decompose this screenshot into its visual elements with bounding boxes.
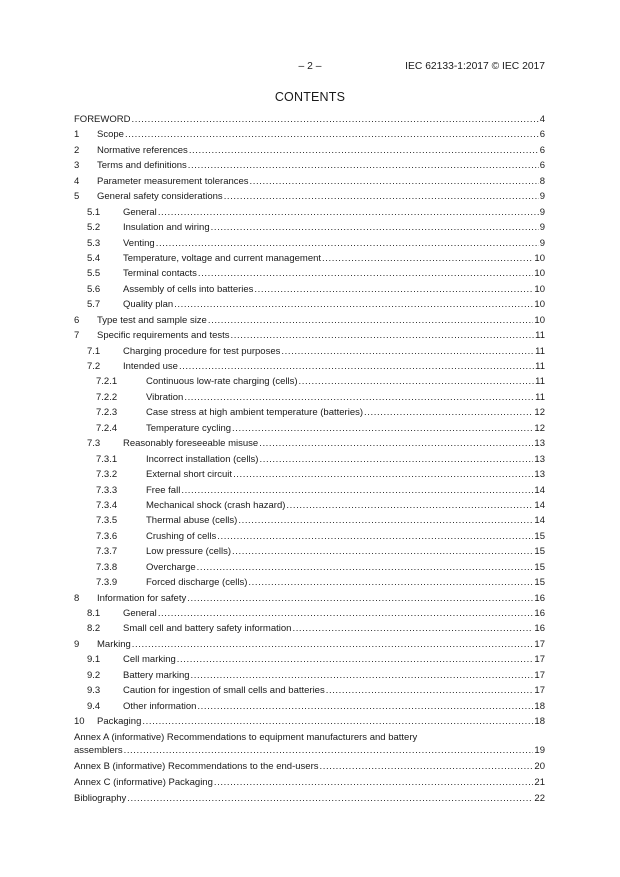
toc-entry-number: 7.3.5 [96, 515, 118, 527]
toc-entry-number: 7.3.4 [96, 499, 118, 511]
toc-entry-page: 13 [534, 438, 545, 450]
dot-leader [211, 220, 539, 235]
dot-leader [131, 112, 538, 127]
toc-entry-page: 18 [534, 700, 545, 712]
toc-entry-title: Incorrect installation (cells) [146, 453, 259, 465]
annex-entry-title: assemblers [74, 745, 123, 756]
toc-entry-title: Caution for ingestion of small cells and batteries [123, 685, 325, 697]
toc-entry-title: Type test and sample size [97, 314, 207, 326]
toc-entry-title: Charging procedure for test purposes [123, 345, 281, 357]
dot-leader [238, 513, 533, 528]
toc-entry-page: 11 [535, 376, 545, 388]
toc-entry-title: Terminal contacts [123, 268, 197, 280]
toc-entry-number: 2 [74, 144, 80, 156]
toc-entry-title: Small cell and battery safety information [123, 623, 292, 635]
toc-entry-title: Battery marking [123, 669, 190, 681]
toc-entry-page: 17 [534, 669, 545, 681]
toc-entry-number: 7.3.3 [96, 484, 118, 496]
dot-leader [188, 158, 539, 173]
toc-entry[interactable] [74, 513, 545, 528]
toc-entry-page: 16 [534, 623, 545, 635]
toc-entry[interactable] [74, 297, 545, 312]
toc-entry-number: 3 [74, 160, 80, 172]
annex-entry-title: Annex C (informative) Packaging [74, 777, 213, 788]
toc-entry[interactable] [74, 699, 545, 714]
toc-entry[interactable] [74, 328, 545, 343]
toc-entry-page: 6 [539, 160, 545, 172]
toc-entry[interactable] [74, 637, 545, 652]
toc-entry[interactable] [74, 158, 545, 173]
toc-entry-number: 9.1 [87, 654, 101, 666]
toc-entry-number: 7.2.4 [96, 422, 118, 434]
dot-leader [142, 714, 533, 729]
toc-entry-number: 1 [74, 129, 80, 141]
toc-entry-title: Temperature cycling [146, 422, 232, 434]
toc-entry[interactable] [74, 606, 545, 621]
toc-entry-title: Assembly of cells into batteries [123, 283, 254, 295]
toc-entry[interactable] [74, 668, 545, 683]
toc-entry-page: 13 [534, 453, 545, 465]
toc-entry-title: Crushing of cells [146, 530, 217, 542]
toc-entry-number: 5.2 [87, 222, 101, 234]
toc-entry-number: 7.2 [87, 361, 101, 372]
toc-entry-title: Temperature, voltage and current management [123, 252, 322, 264]
toc-entry-page: 10 [534, 252, 545, 264]
toc-entry-title: Specific requirements and tests [97, 330, 230, 342]
annex-entry-title: Bibliography [74, 793, 127, 804]
dot-leader [232, 544, 533, 559]
dot-leader [259, 436, 533, 451]
toc-entry[interactable] [74, 143, 545, 158]
dot-leader [197, 560, 534, 575]
toc-entry-page: 6 [539, 144, 545, 156]
toc-entry-number: 7.2.3 [96, 407, 118, 419]
toc-entry-title: Vibration [146, 391, 184, 403]
toc-entry[interactable] [74, 220, 545, 235]
annex-entry-title: Annex B (informative) Recommendations to the end-users [74, 761, 319, 772]
dot-leader [198, 266, 534, 281]
toc-entry-page: 4 [539, 114, 545, 125]
dot-leader [217, 529, 533, 544]
toc-entry-title: External short circuit [146, 469, 233, 481]
dot-leader [326, 683, 534, 698]
toc-entry-number: 7.3.2 [96, 469, 118, 481]
dot-leader [250, 174, 539, 189]
toc-entry-title: Information for safety [97, 592, 187, 604]
toc-entry-number: 5.4 [87, 252, 101, 264]
toc-entry-page: 9 [539, 237, 545, 249]
toc-entry-number: 9.3 [87, 685, 101, 697]
dot-leader [319, 760, 533, 773]
toc-entry-page: 15 [534, 561, 545, 573]
toc-entry-page: 10 [534, 268, 545, 280]
toc-entry-title: Case stress at high ambient temperature (batteries) [146, 407, 364, 419]
toc-entry[interactable] [74, 483, 545, 498]
toc-entry-page: 10 [534, 299, 545, 311]
toc-entry-number: 5.6 [87, 283, 101, 295]
annex-entry-page: 19 [534, 745, 545, 756]
toc-entry-title: Insulation and wiring [123, 222, 210, 234]
toc-entry-page: 15 [534, 546, 545, 558]
annex-entry[interactable] [74, 744, 545, 757]
toc-entry-page: 16 [534, 608, 545, 619]
toc-entry-title: Scope [97, 129, 124, 141]
toc-entry[interactable] [74, 683, 545, 698]
toc-entry-number: 6 [74, 314, 80, 326]
toc-entry-number: 9.4 [87, 700, 101, 712]
dot-leader [231, 328, 535, 343]
toc-entry-number: 7.3.7 [96, 546, 118, 558]
dot-leader [174, 297, 533, 312]
toc-entry-title: General [123, 206, 157, 218]
dot-leader [281, 344, 534, 359]
toc-entry[interactable] [74, 621, 545, 636]
annex-list [74, 732, 545, 806]
toc-entry[interactable] [74, 652, 545, 667]
toc-entry[interactable] [74, 205, 545, 220]
toc-entry[interactable] [74, 174, 545, 189]
toc-entry[interactable] [74, 467, 545, 482]
page-number: – 2 – [298, 61, 322, 72]
toc-entry[interactable] [74, 374, 545, 389]
dot-leader [125, 127, 539, 142]
standard-reference: IEC 62133-1:2017 © IEC 2017 [405, 61, 545, 72]
toc-entry-number: 7.3 [87, 438, 101, 450]
toc-entry-page: 11 [535, 345, 545, 357]
dot-leader [191, 668, 534, 683]
annex-entry-title-line[interactable]: Annex A (informative) Recommendations to equipment manufacturers and battery [74, 731, 418, 743]
dot-leader [156, 236, 539, 251]
annex-entry-page: 21 [534, 777, 545, 788]
toc-entry[interactable] [74, 452, 545, 467]
dot-leader [179, 359, 534, 374]
toc-entry[interactable] [74, 282, 545, 297]
toc-entry-number: 7.3.9 [96, 577, 118, 589]
toc-entry-page: 11 [535, 361, 545, 372]
toc-entry[interactable] [74, 591, 545, 606]
toc-entry-number: 10 [74, 716, 85, 728]
dot-leader [127, 792, 533, 805]
toc-entry-page: 11 [535, 330, 545, 342]
toc-entry-number: 9 [74, 638, 80, 650]
toc-entry-number: 8.2 [87, 623, 101, 635]
dot-leader [124, 744, 534, 757]
toc-entry-title: Terms and definitions [97, 160, 187, 172]
toc-entry-title: Quality plan [123, 299, 174, 311]
toc-entry-page: 15 [534, 577, 545, 589]
toc-entry-page: 10 [534, 283, 545, 295]
dot-leader [292, 621, 533, 636]
toc-entry-page: 9 [539, 222, 545, 234]
toc-entry-page: 6 [539, 129, 545, 141]
dot-leader [197, 699, 533, 714]
toc-entry-page: 13 [534, 469, 545, 481]
contents-heading: CONTENTS [274, 90, 346, 104]
toc-entry-page: 17 [534, 638, 545, 650]
toc-entry-title: Low pressure (cells) [146, 546, 231, 558]
toc-entry-number: 7.3.6 [96, 530, 118, 542]
toc-entry-page: 15 [534, 530, 545, 542]
toc-entry-title: Mechanical shock (crash hazard) [146, 499, 286, 511]
toc-entry[interactable] [74, 127, 545, 142]
dot-leader [224, 189, 539, 204]
dot-leader [299, 374, 535, 389]
toc-entry-number: 8 [74, 592, 80, 604]
toc-entry-title: Reasonably foreseeable misuse [123, 438, 259, 450]
toc-entry-page: 11 [535, 391, 545, 403]
toc-entry-number: 5.5 [87, 268, 101, 280]
dot-leader [181, 483, 533, 498]
toc-entry[interactable] [74, 421, 545, 436]
toc-entry-page: 10 [534, 314, 545, 326]
toc-entry[interactable] [74, 498, 545, 513]
toc-entry[interactable] [74, 266, 545, 281]
annex-entry[interactable] [74, 760, 545, 773]
toc-entry-page: 14 [534, 499, 545, 511]
toc-entry[interactable] [74, 405, 545, 420]
toc-entry-title: Venting [123, 237, 155, 249]
dot-leader [158, 606, 534, 621]
toc-entry-number: 5.7 [87, 299, 101, 311]
toc-entry-title: General safety considerations [97, 191, 223, 203]
toc-entry-number: 5.1 [87, 206, 101, 218]
dot-leader [259, 452, 533, 467]
toc-entry-page: 17 [534, 654, 545, 666]
toc-entry-title: Normative references [97, 144, 188, 156]
toc-entry-number: 5.3 [87, 237, 101, 249]
toc-entry[interactable] [74, 544, 545, 559]
toc-entry[interactable] [74, 560, 545, 575]
toc-entry[interactable] [74, 313, 545, 328]
toc-entry-page: 12 [534, 407, 545, 419]
toc-entry[interactable] [74, 436, 545, 451]
toc-entry-number: 7.3.8 [96, 561, 118, 573]
dot-leader [132, 637, 534, 652]
toc-entry-title: Marking [97, 638, 131, 650]
toc-entry-number: 4 [74, 175, 80, 187]
toc-entry-number: 5 [74, 191, 80, 203]
toc-entry-page: 18 [534, 716, 545, 728]
dot-leader [248, 575, 533, 590]
dot-leader [322, 251, 533, 266]
dot-leader [214, 776, 534, 789]
dot-leader [187, 591, 533, 606]
toc-entry-number: 8.1 [87, 608, 101, 619]
toc-entry-page: 14 [534, 484, 545, 496]
toc-entry[interactable] [74, 714, 545, 729]
dot-leader [286, 498, 533, 513]
toc-entry-title: Parameter measurement tolerances [97, 175, 249, 187]
toc-entry[interactable] [74, 359, 545, 374]
dot-leader [189, 143, 539, 158]
dot-leader [184, 390, 534, 405]
dot-leader [254, 282, 533, 297]
annex-entry[interactable] [74, 792, 545, 805]
dot-leader [177, 652, 534, 667]
toc-entry-title: Other information [123, 700, 197, 712]
toc-entry-page: 17 [534, 685, 545, 697]
toc-entry-number: 7 [74, 330, 80, 342]
toc-entry-number: 7.3.1 [96, 453, 118, 465]
annex-entry-page: 20 [534, 761, 545, 772]
annex-entry-page: 22 [534, 793, 545, 804]
toc-entry[interactable] [74, 236, 545, 251]
toc-entry-page: 9 [539, 206, 545, 218]
toc-entry-number: 9.2 [87, 669, 101, 681]
toc-entry-number: 7.2.1 [96, 376, 118, 388]
dot-leader [158, 205, 539, 220]
annex-entry[interactable] [74, 776, 545, 789]
toc-entry-title: Thermal abuse (cells) [146, 515, 238, 527]
toc-entry-title: Continuous low-rate charging (cells) [146, 376, 298, 388]
toc-entry[interactable] [74, 529, 545, 544]
toc-entry-title: FOREWORD [74, 114, 131, 125]
toc-entry-title: Overcharge [146, 561, 196, 573]
toc-entry-title: General [123, 608, 157, 619]
toc-entry-page: 14 [534, 515, 545, 527]
dot-leader [364, 405, 533, 420]
toc-entry-page: 9 [539, 191, 545, 203]
toc-entry-page: 8 [539, 175, 545, 187]
toc-entry[interactable] [74, 575, 545, 590]
toc-entry[interactable] [74, 112, 545, 127]
toc-entry[interactable] [74, 189, 545, 204]
toc-entry-title: Cell marking [123, 654, 176, 666]
dot-leader [232, 421, 533, 436]
toc-entry[interactable] [74, 251, 545, 266]
dot-leader [208, 313, 534, 328]
toc-entry-page: 16 [534, 592, 545, 604]
toc-entry-title: Forced discharge (cells) [146, 577, 248, 589]
toc-entry[interactable] [74, 344, 545, 359]
toc-entry-title: Intended use [123, 361, 178, 372]
toc-entry[interactable] [74, 390, 545, 405]
toc-entry-title: Packaging [97, 716, 142, 728]
table-of-contents [74, 112, 545, 808]
toc-entry-page: 12 [534, 422, 545, 434]
toc-entry-title: Free fall [146, 484, 181, 496]
dot-leader [233, 467, 533, 482]
toc-entry-number: 7.1 [87, 345, 101, 357]
toc-entry-number: 7.2.2 [96, 391, 118, 403]
